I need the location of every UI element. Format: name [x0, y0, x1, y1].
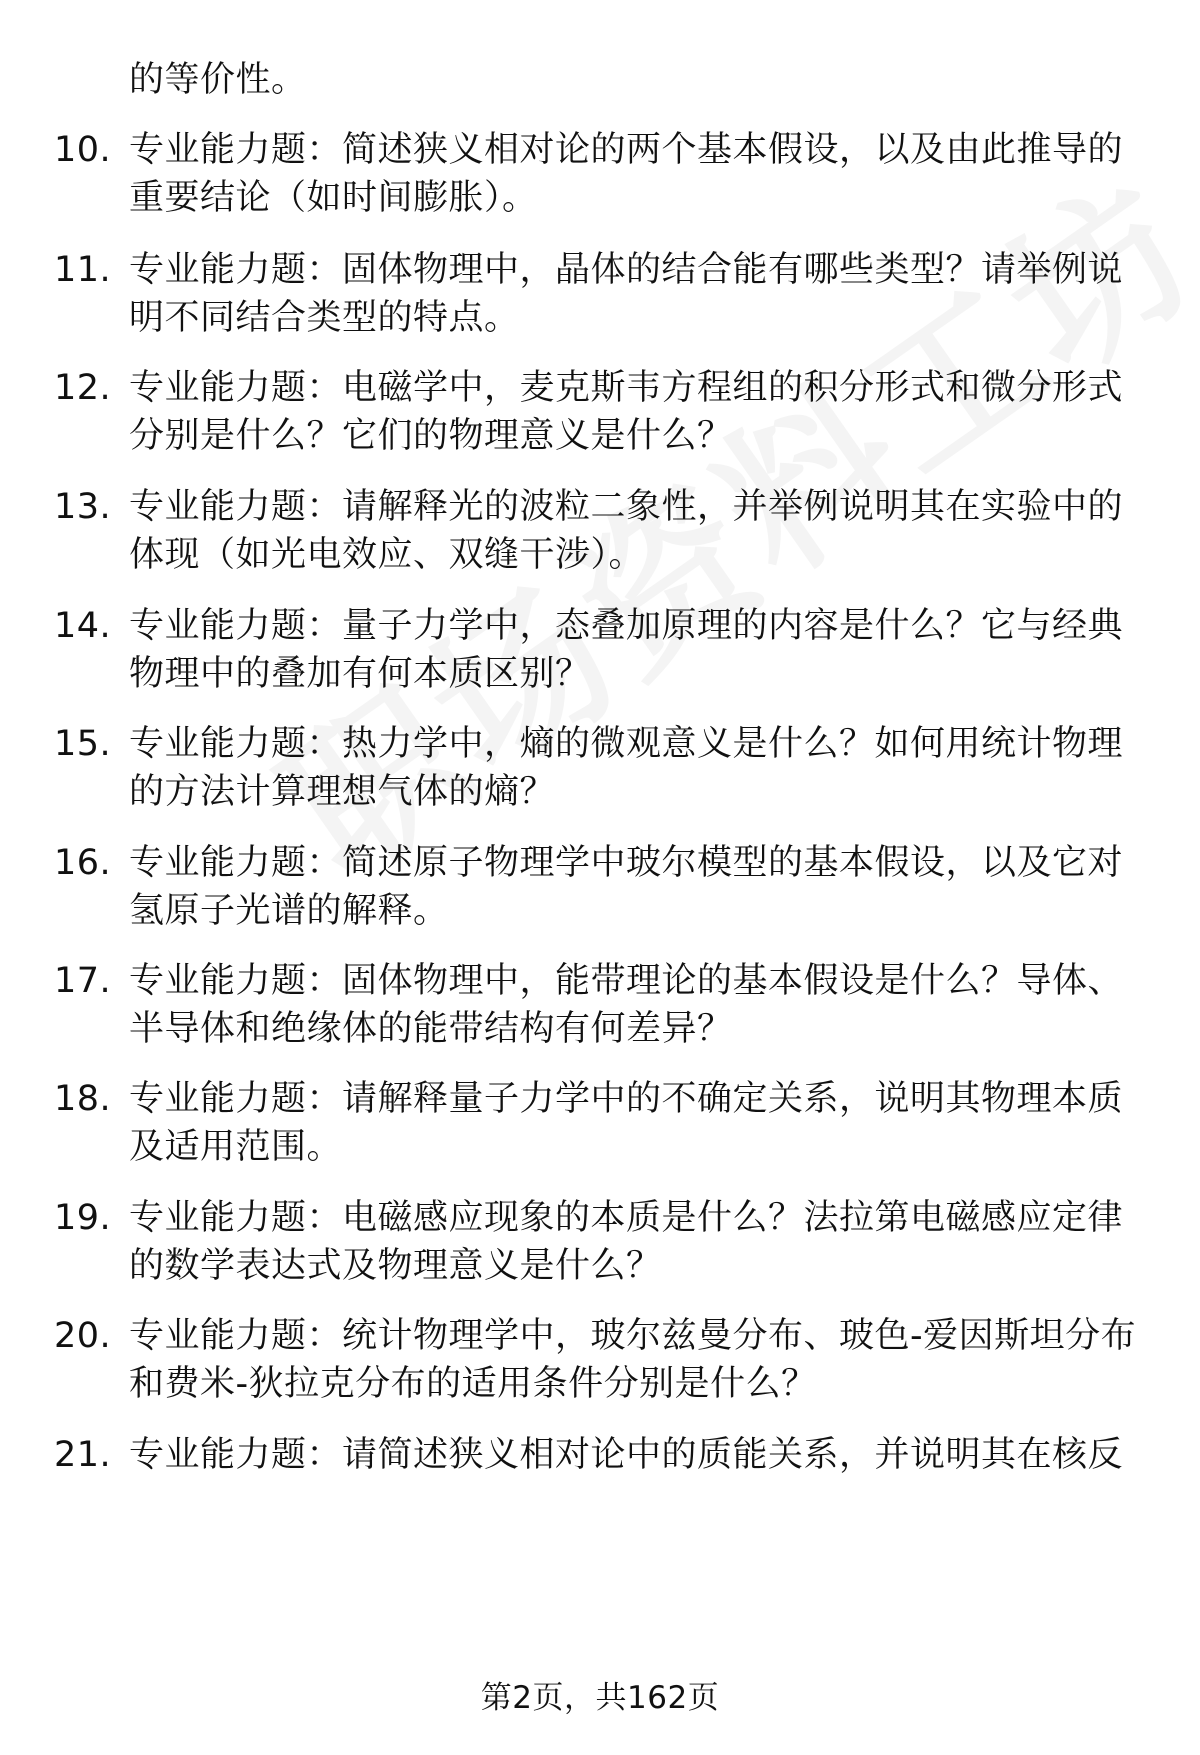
question-line: 专业能力题：请解释光的波粒二象性，并举例说明其在实验中的	[129, 487, 1124, 527]
question-number: 19.	[54, 1198, 112, 1238]
question-line: 专业能力题：电磁学中，麦克斯韦方程组的积分形式和微分形式	[129, 368, 1124, 408]
question-number: 20.	[54, 1316, 112, 1356]
question-number: 14.	[54, 606, 112, 646]
question-line: 专业能力题：简述原子物理学中玻尔模型的基本假设，以及它对	[129, 843, 1124, 883]
question-number: 15.	[54, 724, 112, 764]
question-line: 专业能力题：固体物理中，能带理论的基本假设是什么？导体、	[129, 961, 1124, 1001]
question-line: 明不同结合类型的特点。	[129, 298, 520, 338]
question-line: 重要结论（如时间膨胀）。	[129, 178, 538, 218]
question-line: 及适用范围。	[129, 1127, 343, 1167]
question-line: 和费米-狄拉克分布的适用条件分别是什么？	[129, 1364, 817, 1404]
question-number: 10.	[54, 130, 112, 170]
question-line: 体现（如光电效应、双缝干涉）。	[129, 535, 645, 575]
question-line: 专业能力题：热力学中，熵的微观意义是什么？如何用统计物理	[129, 724, 1124, 764]
question-line: 的数学表达式及物理意义是什么？	[129, 1246, 662, 1286]
question-number: 12.	[54, 368, 112, 408]
question-line: 专业能力题：固体物理中，晶体的结合能有哪些类型？请举例说	[129, 250, 1124, 290]
question-line: 专业能力题：简述狭义相对论的两个基本假设，以及由此推导的	[129, 130, 1124, 170]
question-number: 13.	[54, 487, 112, 527]
question-line: 物理中的叠加有何本质区别？	[129, 654, 591, 694]
question-number: 21.	[54, 1435, 112, 1475]
question-number: 16.	[54, 843, 112, 883]
question-line: 分别是什么？它们的物理意义是什么？	[129, 416, 733, 456]
question-line: 半导体和绝缘体的能带结构有何差异？	[129, 1009, 733, 1049]
question-number: 17.	[54, 961, 112, 1001]
question-number: 11.	[54, 250, 112, 290]
question-line: 专业能力题：统计物理学中，玻尔兹曼分布、玻色-爱因斯坦分布	[129, 1316, 1137, 1356]
question-line: 氢原子光谱的解释。	[129, 891, 449, 931]
question-line: 专业能力题：请简述狭义相对论中的质能关系，并说明其在核反	[129, 1435, 1124, 1475]
question-line: 专业能力题：请解释量子力学中的不确定关系，说明其物理本质	[129, 1079, 1124, 1119]
continuation-text: 的等价性。	[129, 60, 307, 100]
question-line: 的方法计算理想气体的熵？	[129, 772, 556, 812]
question-line: 专业能力题：量子力学中，态叠加原理的内容是什么？它与经典	[129, 606, 1124, 646]
page-footer: 第2页，共162页	[480, 1680, 720, 1716]
question-number: 18.	[54, 1079, 112, 1119]
question-line: 专业能力题：电磁感应现象的本质是什么？法拉第电磁感应定律	[129, 1198, 1124, 1238]
